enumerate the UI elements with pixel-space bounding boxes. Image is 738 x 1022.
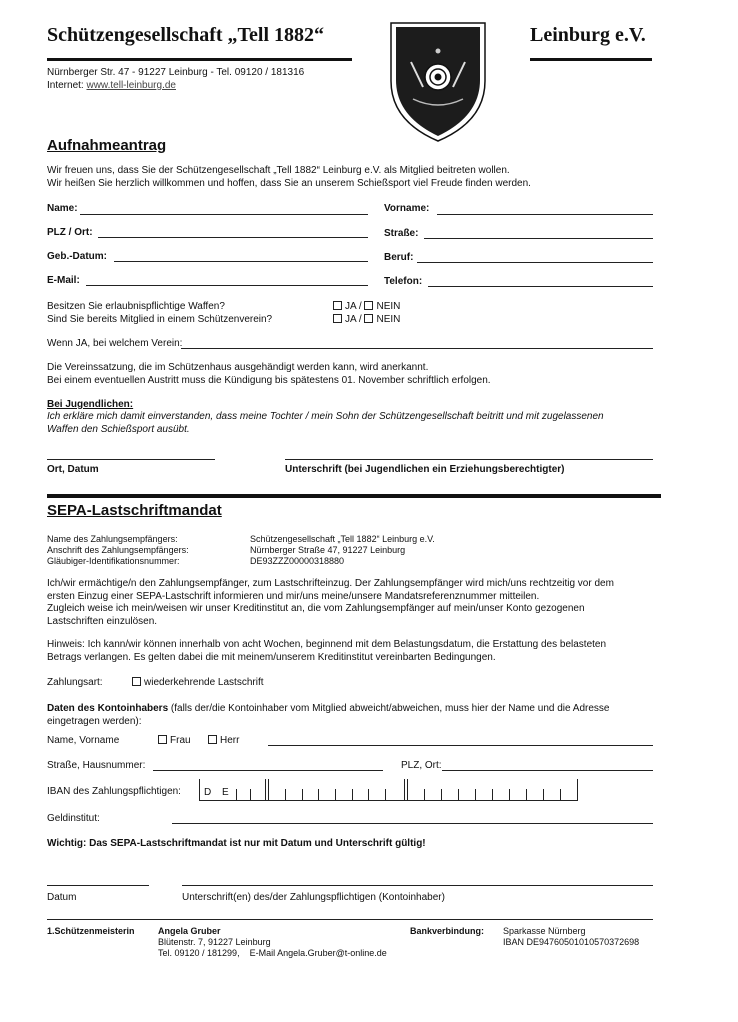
sepa-wichtig: Wichtig: Das SEPA-Lastschriftmandat ist nur mit Datum und Unterschrift gültig! <box>47 838 426 849</box>
club-internet <box>47 80 176 93</box>
footer-person: Angela Gruber Blütenstr. 7, 91227 Leinburg Tel. 09120 / 181299, E-Mail Angela.Gruber@t-online.de <box>158 926 387 958</box>
footer-bank-label: Bankverbindung: <box>410 926 485 936</box>
input-email[interactable] <box>86 285 368 286</box>
input-vorname[interactable] <box>437 214 653 215</box>
label-vorname: Vorname: <box>384 203 430 214</box>
jugend-text: Ich erkläre mich damit einverstanden, dass meine Tochter / mein Sohn der Schützengesellschaft beitritt und mit zugelassenen Waffen den Schießsport ausübt. <box>47 411 604 435</box>
label-unterschrift: Unterschrift (bei Jugendlichen ein Erziehungsberechtigter) <box>285 464 565 475</box>
label-email: E-Mail: <box>47 275 80 286</box>
label-sepa-plz-ort: PLZ, Ort: <box>401 760 442 771</box>
label-wenn-ja: Wenn JA, bei welchem Verein: <box>47 338 183 349</box>
form-title: Aufnahmeantrag <box>47 137 167 154</box>
input-strasse[interactable] <box>424 238 653 239</box>
label-strasse-hausnr: Straße, Hausnummer: <box>47 760 146 771</box>
label-name: Name: <box>47 203 78 214</box>
sepa-title: SEPA-Lastschriftmandat <box>47 502 222 519</box>
label-strasse: Straße: <box>384 228 419 239</box>
label-telefon: Telefon: <box>384 276 423 287</box>
internet-label: Internet: <box>47 80 84 91</box>
question-mitglied: Sind Sie bereits Mitglied in einem Schützenverein? <box>47 314 273 325</box>
checkbox-waffen-ja[interactable] <box>333 301 342 310</box>
signature-line-unterschrift[interactable] <box>285 459 653 460</box>
label-plz-ort: PLZ / Ort: <box>47 227 93 238</box>
kontoinhaber-text: Daten des Kontoinhabers (falls der/die Kontoinhaber vom Mitglied abweicht/abweichen, muss hier der Name und die Adresse eingetragen werden): <box>47 703 610 727</box>
label-zahlungsart: Zahlungsart: <box>47 677 103 688</box>
label-beruf: Beruf: <box>384 252 414 263</box>
question-waffen: Besitzen Sie erlaubnispflichtige Waffen? <box>47 301 225 312</box>
town-name: Leinburg e.V. <box>530 24 646 46</box>
option-herr: Herr <box>208 735 239 748</box>
input-plz-ort[interactable] <box>98 237 368 238</box>
footer-rule <box>47 919 653 920</box>
input-geb-datum[interactable] <box>114 261 368 262</box>
form-intro: Wir freuen uns, dass Sie der Schützengesellschaft „Tell 1882“ Leinburg e.V. als Mitglied beitreten wollen. Wir heißen Sie herzlich willkommen und hoffen, dass Sie an unserem Schießsport viel Freude finden werden. <box>47 165 531 189</box>
sepa-info-labels: Name des Zahlungsempfängers: Anschrift des Zahlungsempfängers: Gläubiger-Identifikationsnummer: <box>47 534 189 566</box>
checkbox-mitglied-nein[interactable] <box>364 314 373 323</box>
footer-bank-details: Sparkasse Nürnberg IBAN DE94760501010570372698 <box>503 926 640 947</box>
checkbox-frau[interactable] <box>158 735 167 744</box>
signature-line-ort-datum[interactable] <box>47 459 215 460</box>
iban-letter-e: E <box>222 787 229 798</box>
club-name: Schützengesellschaft „Tell 1882“ <box>47 24 325 46</box>
label-sepa-unterschriften: Unterschrift(en) des/der Zahlungspflichtigen (Kontoinhaber) <box>182 892 445 903</box>
iban-grid[interactable] <box>199 779 579 801</box>
input-strasse-hausnr[interactable] <box>153 770 383 771</box>
answer-waffen: JA / NEIN <box>333 301 400 314</box>
satzung-text: Die Vereinssatzung, die im Schützenhaus ausgehändigt werden kann, wird anerkannt. Bei einem eventuellen Austritt muss die Kündigung bis spätestens 01. November schriftlich erfolgen. <box>47 362 491 386</box>
option-frau: Frau <box>158 735 191 748</box>
sepa-para-mandate: Ich/wir ermächtige/n den Zahlungsempfänger, zum Lastschrifteinzug. Der Zahlungsempfänger wird mich/uns rechtzeitig vor dem ersten Einzug einer SEPA-Lastschrift informieren und mir/uns meine/unsere Mandatsreferenznummer mitteilen. Zugleich weise ich mein/weisen wir unser Kreditinstitut an, die vom Zahlungsempfänger auf mein/unser Konto gezogenen Lastschriften einzulösen. <box>47 578 614 627</box>
iban-letter-d: D <box>204 787 212 798</box>
website-link[interactable]: www.tell-leinburg.de <box>86 80 176 91</box>
checkbox-herr[interactable] <box>208 735 217 744</box>
input-kontoinhaber-name[interactable] <box>268 745 653 746</box>
input-name[interactable] <box>80 214 368 215</box>
sepa-info-values: Schützengesellschaft „Tell 1882“ Leinburg e.V. Nürnberger Straße 47, 91227 Leinburg DE93ZZZ00000318880 <box>250 534 435 566</box>
input-sepa-plz-ort[interactable] <box>442 770 653 771</box>
label-ort-datum: Ort, Datum <box>47 464 99 475</box>
checkbox-waffen-nein[interactable] <box>364 301 373 310</box>
checkbox-mitglied-ja[interactable] <box>333 314 342 323</box>
label-geldinstitut: Geldinstitut: <box>47 813 100 824</box>
signature-line-sepa-unterschrift[interactable] <box>182 885 653 886</box>
club-crest-logo <box>383 17 493 145</box>
label-iban: IBAN des Zahlungspflichtigen: <box>47 786 181 797</box>
club-address: Nürnberger Str. 47 - 91227 Leinburg - Tel. 09120 / 181316 <box>47 67 305 78</box>
checkbox-wiederkehrend[interactable] <box>132 677 141 686</box>
header-rule-left <box>47 58 352 61</box>
answer-mitglied: JA / NEIN <box>333 314 400 327</box>
footer-role: 1.Schützenmeisterin <box>47 926 135 936</box>
header-rule-right <box>530 58 652 61</box>
signature-line-sepa-datum[interactable] <box>47 885 149 886</box>
input-telefon[interactable] <box>428 286 653 287</box>
section-divider <box>47 494 661 498</box>
input-verein[interactable] <box>181 348 653 349</box>
sepa-para-hinweis: Hinweis: Ich kann/wir können innerhalb von acht Wochen, beginnend mit dem Belastungsdatum, die Erstattung des belasteten Betrags verlangen. Es gelten dabei die mit meinem/unserem Kreditinstitut vereinbarten Bedingungen. <box>47 639 607 663</box>
label-name-vorname: Name, Vorname <box>47 735 120 746</box>
label-sepa-datum: Datum <box>47 892 77 903</box>
input-geldinstitut[interactable] <box>172 823 653 824</box>
label-geb-datum: Geb.-Datum: <box>47 251 107 262</box>
zahlungsart-option: wiederkehrende Lastschrift <box>132 677 264 690</box>
jugend-title: Bei Jugendlichen: <box>47 399 134 410</box>
input-beruf[interactable] <box>417 262 653 263</box>
